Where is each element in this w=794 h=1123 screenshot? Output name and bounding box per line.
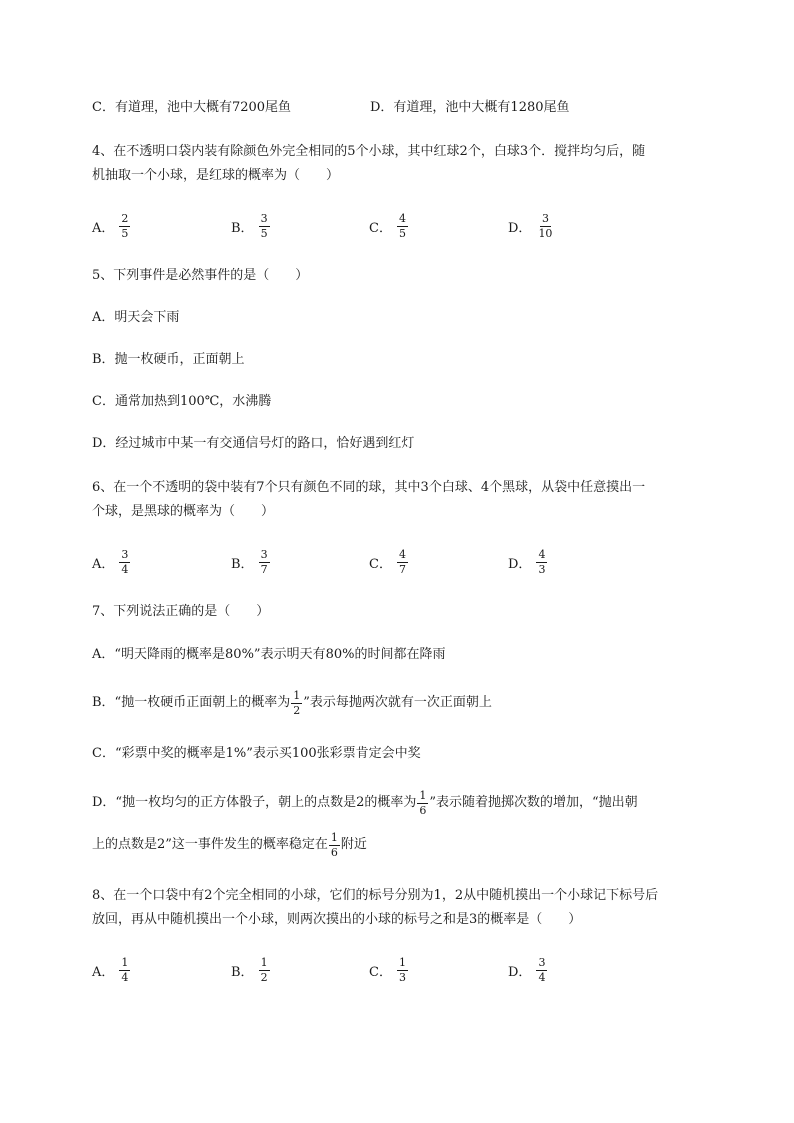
q7-option-d-text-end: ”表示随着抛掷次数的增加，“抛出朝 [429, 795, 638, 810]
q6-option-d [508, 544, 548, 580]
q6-stem-line2: 个球，是黑球的概率为（ ） [92, 504, 275, 519]
fraction [536, 213, 554, 240]
denominator: 2 [293, 703, 301, 717]
option-label: A． [92, 220, 115, 236]
q5-stem: 5、下列事件是必然事件的是（ ） [92, 268, 309, 283]
fraction [397, 549, 408, 576]
denominator: 5 [121, 226, 129, 240]
numerator: 3 [121, 547, 129, 561]
q6-option-b [231, 544, 271, 580]
denominator: 7 [260, 562, 268, 576]
option-label: D． [508, 964, 532, 980]
q8-stem-line1: 8、在一个口袋中有2个完全相同的小球，它们的标号分别为1，2从中随机摸出一个小球记下标号后 [92, 888, 659, 903]
numerator: 1 [293, 688, 301, 702]
q7-option-d2-text-start: 上的点数是2”这一事件发生的概率稳定在 [92, 837, 328, 852]
numerator: 4 [398, 211, 406, 225]
q7-option-b-text-end: ”表示每抛两次就有一次正面朝上 [303, 695, 492, 710]
denominator: 6 [330, 845, 338, 859]
q8-option-d [508, 952, 548, 988]
numerator: 3 [541, 211, 549, 225]
numerator: 1 [419, 788, 427, 802]
option-label: B． [231, 220, 254, 236]
denominator: 4 [538, 970, 546, 984]
fraction [119, 549, 130, 576]
option-label: C． [369, 220, 392, 236]
q7-option-d2-text-end: 附近 [340, 837, 367, 852]
q6-stem-line1: 6、在一个不透明的袋中装有7个只有颜色不同的球，其中3个白球、4个黑球，从袋中任意摸出一 [92, 480, 646, 495]
numerator: 2 [121, 211, 129, 225]
denominator: 4 [121, 562, 129, 576]
denominator: 3 [538, 562, 546, 576]
option-label: B． [231, 556, 254, 572]
numerator: 4 [538, 547, 546, 561]
q4-option-d [508, 208, 555, 244]
fraction [329, 832, 340, 859]
q8-option-c [369, 952, 409, 988]
denominator: 10 [538, 226, 553, 240]
q7-option-d-line2 [92, 828, 367, 862]
q3-option-d: D．有道理，池中大概有1280尾鱼 [370, 100, 570, 115]
option-label: A． [92, 964, 115, 980]
fraction [291, 690, 302, 717]
denominator: 7 [398, 562, 406, 576]
denominator: 6 [419, 803, 427, 817]
option-label: C． [369, 964, 392, 980]
fraction [119, 213, 130, 240]
numerator: 3 [538, 955, 546, 969]
q5-option-a: A．明天会下雨 [92, 310, 180, 325]
denominator: 5 [398, 226, 406, 240]
denominator: 3 [398, 970, 406, 984]
q5-option-c: C．通常加热到100℃，水沸腾 [92, 394, 272, 409]
fraction [536, 957, 547, 984]
option-label: D． [508, 556, 532, 572]
option-label: B． [231, 964, 254, 980]
denominator: 2 [260, 970, 268, 984]
q4-option-b [231, 208, 271, 244]
q8-option-a [92, 952, 131, 988]
q7-option-b-text-start: B．“抛一枚硬币正面朝上的概率为 [92, 695, 291, 710]
option-label: A． [92, 556, 115, 572]
fraction [259, 957, 270, 984]
q6-option-a [92, 544, 131, 580]
q7-option-d-text-start: D．“抛一枚均匀的正方体骰子，朝上的点数是2的概率为 [92, 795, 417, 810]
q4-stem-line1: 4、在不透明口袋内装有除颜色外完全相同的5个小球，其中红球2个，白球3个．搅拌均匀后，随 [92, 144, 646, 159]
q4-option-a [92, 208, 131, 244]
q4-option-c [369, 208, 409, 244]
fraction [536, 549, 547, 576]
q7-option-b [92, 686, 492, 720]
q5-option-d: D．经过城市中某一有交通信号灯的路口，恰好遇到红灯 [92, 436, 415, 451]
q7-option-a: A．“明天降雨的概率是80%”表示明天有80%的时间都在降雨 [92, 647, 446, 662]
q7-option-d-line1 [92, 786, 638, 820]
numerator: 4 [398, 547, 406, 561]
fraction [259, 549, 270, 576]
q4-stem-line2: 机抽取一个小球，是红球的概率为（ ） [92, 168, 340, 183]
q7-option-c: C．“彩票中奖的概率是1%”表示买100张彩票肯定会中奖 [92, 746, 421, 761]
q8-stem-line2: 放回，再从中随机摸出一个小球，则两次摸出的小球的标号之和是3的概率是（ ） [92, 912, 582, 927]
numerator: 1 [121, 955, 129, 969]
denominator: 5 [260, 226, 268, 240]
fraction [397, 957, 408, 984]
q8-option-b [231, 952, 271, 988]
fraction [397, 213, 408, 240]
q5-option-b: B．抛一枚硬币，正面朝上 [92, 352, 245, 367]
q6-option-c [369, 544, 409, 580]
numerator: 1 [330, 830, 338, 844]
option-label: C． [369, 556, 392, 572]
option-label: D． [508, 220, 532, 236]
numerator: 3 [260, 547, 268, 561]
numerator: 1 [260, 955, 268, 969]
numerator: 3 [260, 211, 268, 225]
fraction [259, 213, 270, 240]
numerator: 1 [398, 955, 406, 969]
q7-stem: 7、下列说法正确的是（ ） [92, 604, 270, 619]
denominator: 4 [121, 970, 129, 984]
q3-option-c: C．有道理，池中大概有7200尾鱼 [92, 100, 292, 115]
fraction [417, 790, 428, 817]
fraction [119, 957, 130, 984]
